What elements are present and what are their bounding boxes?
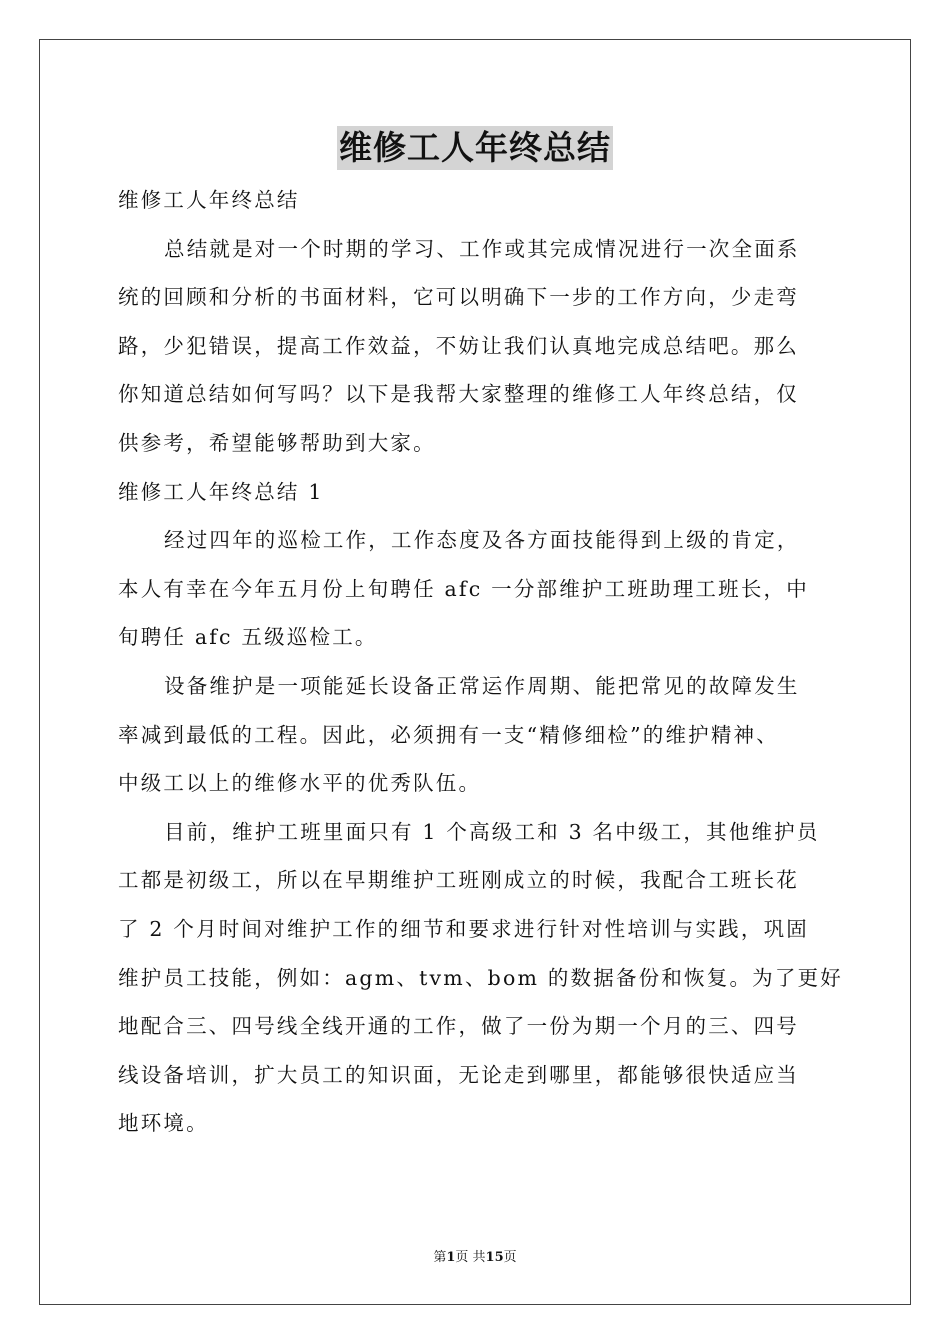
paragraph-line: 地配合三、四号线全线开通的工作，做了一份为期一个月的三、四号 — [118, 1014, 799, 1039]
document-body — [118, 176, 843, 1148]
paragraph-line: 经过四年的巡检工作，工作态度及各方面技能得到上级的肯定， — [164, 528, 800, 553]
paragraph-line: 路，少犯错误，提高工作效益，不妨让我们认真地完成总结吧。那么 — [118, 333, 799, 358]
footer-suffix: 页 — [503, 1250, 517, 1265]
paragraph-line: 你知道总结如何写吗？以下是我帮大家整理的维修工人年终总结，仅 — [118, 382, 799, 407]
paragraph-line: 本人有幸在今年五月份上旬聘任 afc 一分部维护工班助理工班长，中 — [118, 576, 809, 601]
total-pages-number: 15 — [485, 1250, 504, 1265]
document-title: 维修工人年终总结 — [337, 126, 613, 170]
paragraph-line: 统的回顾和分析的书面材料，它可以明确下一步的工作方向，少走弯 — [118, 285, 799, 310]
document-subtitle: 维修工人年终总结 — [118, 188, 300, 212]
paragraph-line: 线设备培训，扩大员工的知识面，无论走到哪里，都能够很快适应当 — [118, 1062, 799, 1087]
title-container — [0, 126, 950, 170]
paragraph-line: 率减到最低的工程。因此，必须拥有一支“精修细检”的维护精神、 — [118, 722, 779, 747]
current-page-number: 1 — [446, 1250, 456, 1265]
footer-prefix: 第 — [433, 1250, 447, 1265]
paragraph-line: 供参考，希望能够帮助到大家。 — [118, 430, 436, 455]
section-heading: 维修工人年终总结 1 — [118, 479, 324, 504]
paragraph-line: 总结就是对一个时期的学习、工作或其完成情况进行一次全面系 — [164, 236, 800, 261]
paragraph-3 — [118, 808, 843, 1148]
paragraph-line: 旬聘任 afc 五级巡检工。 — [118, 625, 378, 650]
paragraph-line: 中级工以上的维修水平的优秀队伍。 — [118, 771, 482, 796]
paragraph-1 — [118, 516, 833, 662]
paragraph-line: 维护员工技能，例如：agm、tvm、bom 的数据备份和恢复。为了更好 — [118, 965, 843, 990]
paragraph-2 — [118, 662, 833, 808]
footer-mid: 页 共 — [455, 1250, 486, 1265]
paragraph-line: 地环境。 — [118, 1111, 209, 1136]
paragraph-line: 设备维护是一项能延长设备正常运作周期、能把常见的故障发生 — [164, 673, 800, 698]
paragraph-line: 了 2 个月时间对维护工作的细节和要求进行针对性培训与实践，巩固 — [118, 916, 809, 941]
paragraph-line: 工都是初级工，所以在早期维护工班刚成立的时候，我配合工班长花 — [118, 868, 799, 893]
page-footer — [0, 1246, 950, 1265]
intro-paragraph — [118, 225, 833, 468]
paragraph-line: 目前，维护工班里面只有 1 个高级工和 3 名中级工，其他维护员 — [164, 819, 820, 844]
